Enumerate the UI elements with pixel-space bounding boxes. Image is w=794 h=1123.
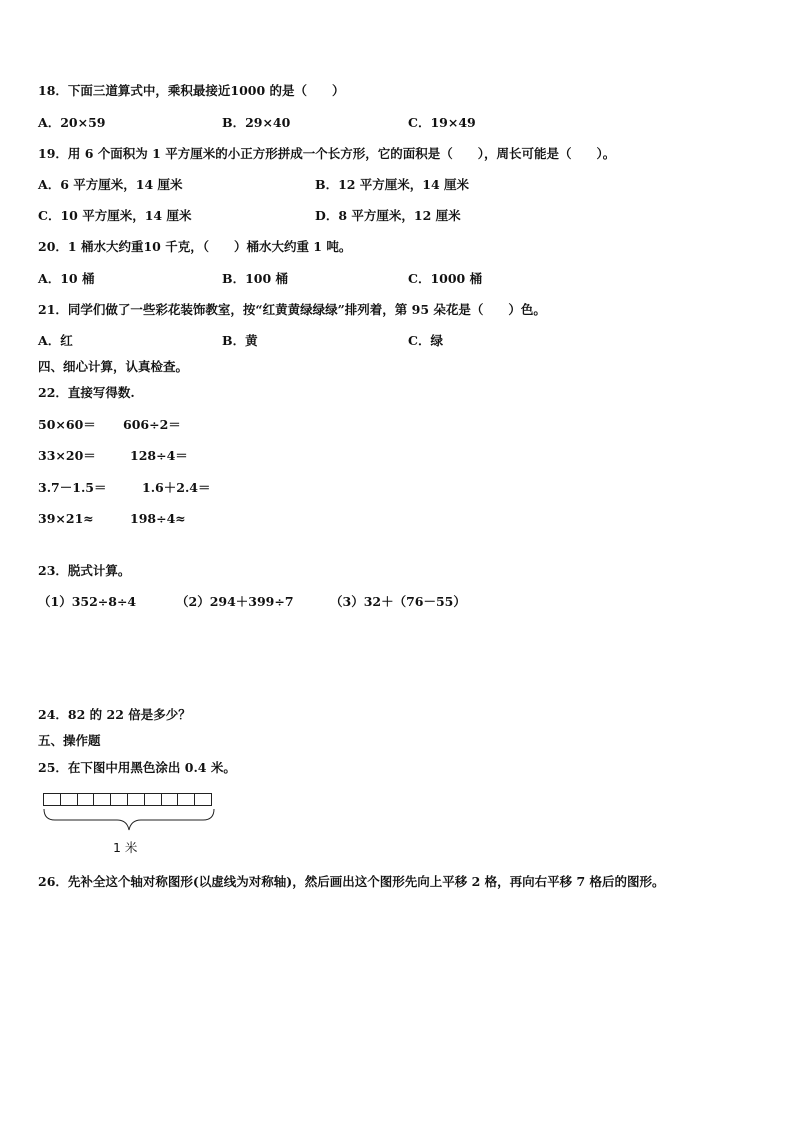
q22-item: 606÷2＝	[123, 417, 181, 432]
q22-item: 50×60＝	[38, 417, 96, 432]
q22-item: 128÷4＝	[130, 448, 188, 463]
q19-option-b: B．12 平方厘米，14 厘米	[315, 177, 470, 192]
section-five-heading: 五、操作题	[38, 733, 101, 748]
q19-option-a: A．6 平方厘米，14 厘米	[38, 177, 183, 192]
q20-option-c: C．1000 桶	[408, 271, 483, 286]
q19-option-c: C．10 平方厘米，14 厘米	[38, 208, 192, 223]
strip-cell[interactable]	[78, 794, 95, 805]
q26-stem: 26．先补全这个轴对称图形(以虚线为对称轴)，然后画出这个图形先向上平移 2 格，再向右平移 7 格后的图形。	[38, 874, 665, 889]
strip-cell[interactable]	[44, 794, 61, 805]
strip-cell[interactable]	[128, 794, 145, 805]
q24-stem: 24．82 的 22 倍是多少？	[38, 707, 191, 722]
section-four-heading: 四、细心计算，认真检查。	[38, 359, 189, 374]
q20-option-a: A．10 桶	[38, 271, 95, 286]
strip-cell[interactable]	[195, 794, 211, 805]
q19-option-d: D．8 平方厘米，12 厘米	[315, 208, 461, 223]
q18-option-a: A．20×59	[38, 115, 106, 130]
strip-cell[interactable]	[111, 794, 128, 805]
q22-item: 1.6＋2.4＝	[142, 480, 211, 495]
strip-cell[interactable]	[145, 794, 162, 805]
q23-stem: 23．脱式计算。	[38, 563, 131, 578]
q23-item: （2）294＋399÷7	[176, 594, 294, 609]
q22-item: 3.7－1.5＝	[38, 480, 107, 495]
q21-option-b: B．黄	[222, 333, 258, 348]
q21-option-c: C．绿	[408, 333, 443, 348]
q22-item: 198÷4≈	[130, 511, 186, 526]
q23-item: （3）32＋（76－55）	[330, 594, 466, 609]
q20-stem: 20．1 桶水大约重10 千克，（ ）桶水大约重 1 吨。	[38, 239, 352, 254]
q23-item: （1）352÷8÷4	[38, 594, 137, 609]
meter-label: 1 米	[113, 840, 138, 855]
strip-cell[interactable]	[61, 794, 78, 805]
q18-option-c: C．19×49	[408, 115, 476, 130]
brace-icon	[43, 808, 215, 832]
strip-cell[interactable]	[94, 794, 111, 805]
q25-stem: 25．在下图中用黑色涂出 0.4 米。	[38, 760, 236, 775]
q18-option-b: B．29×40	[222, 115, 291, 130]
meter-strip[interactable]	[43, 793, 212, 806]
q21-option-a: A．红	[38, 333, 73, 348]
q20-option-b: B．100 桶	[222, 271, 289, 286]
q18-stem: 18．下面三道算式中，乘积最接近1000 的是（ ）	[38, 83, 345, 98]
strip-cell[interactable]	[178, 794, 195, 805]
q22-item: 33×20＝	[38, 448, 96, 463]
q21-stem: 21．同学们做了一些彩花装饰教室，按“红黄黄绿绿绿”排列着，第 95 朵花是（ ）色。	[38, 302, 546, 317]
q19-stem: 19．用 6 个面积为 1 平方厘米的小正方形拼成一个长方形，它的面积是（ ），周长可能是（ ）。	[38, 146, 616, 161]
strip-cell[interactable]	[162, 794, 179, 805]
q22-item: 39×21≈	[38, 511, 94, 526]
q22-stem: 22．直接写得数.	[38, 385, 135, 400]
